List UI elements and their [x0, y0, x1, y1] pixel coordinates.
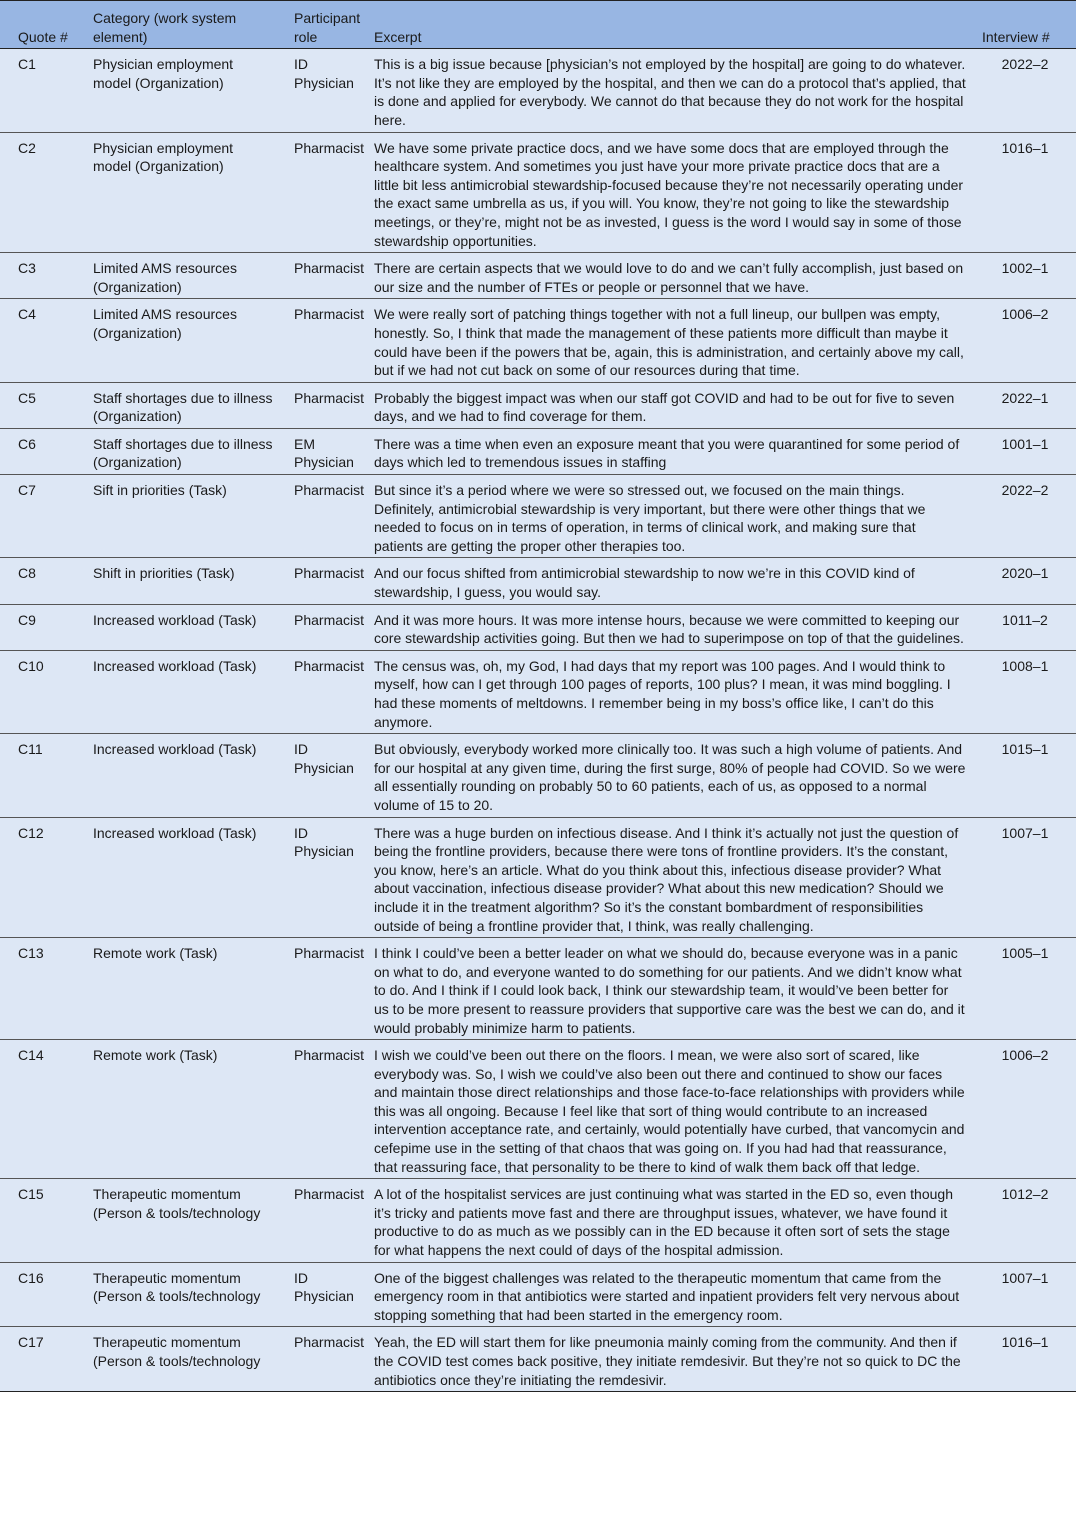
- header-category: Category (work system element): [75, 1, 276, 49]
- table-row: [0, 475, 1076, 558]
- cell-role: Pharmacist: [276, 1179, 365, 1262]
- cell-quote: C17: [0, 1327, 75, 1392]
- cell-role: Pharmacist: [276, 1327, 365, 1392]
- cell-category: Physician employment model (Organization): [75, 132, 276, 253]
- cell-quote: C5: [0, 382, 75, 428]
- cell-role: ID Physician: [276, 49, 365, 132]
- cell-excerpt: There was a huge burden on infectious disease. And I think it’s actually not just the question of being the frontline providers, because there were tons of frontline providers. It’s the constant, you know, here’s an article. What do you think about this, infectious disease provider? What about vaccination, infectious disease provider? What about this new medication? Should we include it in the treatment algorithm? So it’s the constant bombardment of responsibilities outside of being a frontline provider that, I think, was really challenging.: [365, 817, 976, 938]
- header-excerpt: Excerpt: [365, 1, 976, 49]
- cell-interview: 1007–1: [976, 1262, 1076, 1327]
- cell-category: Staff shortages due to illness (Organization): [75, 382, 276, 428]
- cell-interview: 1002–1: [976, 253, 1076, 299]
- cell-category: Limited AMS resources (Organization): [75, 253, 276, 299]
- cell-interview: 1016–1: [976, 132, 1076, 253]
- cell-interview: 1015–1: [976, 734, 1076, 817]
- cell-excerpt: We were really sort of patching things together with not a full lineup, our bullpen was empty, honestly. So, I think that made the management of these patients more difficult than maybe it could have been if the powers that be, again, this is administration, and certainly above my call, but if we had not cut back on some of our resources during that time.: [365, 299, 976, 382]
- cell-interview: 1016–1: [976, 1327, 1076, 1392]
- cell-quote: C7: [0, 475, 75, 558]
- cell-excerpt: And it was more hours. It was more intense hours, because we were committed to keeping our core stewardship activities going. But then we had to superimpose on top of that the guidelines.: [365, 604, 976, 650]
- cell-category: Remote work (Task): [75, 1040, 276, 1179]
- table-row: [0, 650, 1076, 733]
- cell-role: Pharmacist: [276, 938, 365, 1040]
- cell-excerpt: There are certain aspects that we would love to do and we can’t fully accomplish, just based on our size and the number of FTEs or people or personnel that we have.: [365, 253, 976, 299]
- cell-excerpt: There was a time when even an exposure meant that you were quarantined for some period of days which led to tremendous issues in staffing: [365, 428, 976, 474]
- cell-quote: C2: [0, 132, 75, 253]
- table-row: [0, 938, 1076, 1040]
- cell-role: ID Physician: [276, 734, 365, 817]
- cell-role: Pharmacist: [276, 475, 365, 558]
- table-body: [0, 49, 1076, 1392]
- header-quote: Quote #: [0, 1, 75, 49]
- table-row: [0, 299, 1076, 382]
- table-row: [0, 558, 1076, 604]
- cell-role: Pharmacist: [276, 558, 365, 604]
- table-row: [0, 253, 1076, 299]
- cell-role: Pharmacist: [276, 1040, 365, 1179]
- table-row: [0, 132, 1076, 253]
- cell-excerpt: This is a big issue because [physician’s not employed by the hospital] are going to do whatever. It’s not like they are employed by the hospital, and then we can do a protocol that’s applied, that is done and applied for everybody. We cannot do that because they do not work for the hospital here.: [365, 49, 976, 132]
- cell-category: Physician employment model (Organization): [75, 49, 276, 132]
- cell-role: ID Physician: [276, 1262, 365, 1327]
- cell-interview: 1008–1: [976, 650, 1076, 733]
- header-role: Participant role: [276, 1, 365, 49]
- cell-quote: C4: [0, 299, 75, 382]
- cell-excerpt: Yeah, the ED will start them for like pneumonia mainly coming from the community. And then if the COVID test comes back positive, they initiate remdesivir. But they’re not so quick to DC the antibiotics once they’re initiating the remdesivir.: [365, 1327, 976, 1392]
- cell-excerpt: The census was, oh, my God, I had days that my report was 100 pages. And I would think to myself, how can I get through 100 pages of reports, 100 plus? I mean, it was mind boggling. I had these moments of meltdowns. I remember being in my boss’s office like, I can’t do this anymore.: [365, 650, 976, 733]
- cell-category: Shift in priorities (Task): [75, 558, 276, 604]
- cell-quote: C1: [0, 49, 75, 132]
- table-row: [0, 49, 1076, 132]
- cell-interview: 1005–1: [976, 938, 1076, 1040]
- cell-category: Limited AMS resources (Organization): [75, 299, 276, 382]
- cell-quote: C12: [0, 817, 75, 938]
- cell-excerpt: One of the biggest challenges was related to the therapeutic momentum that came from the emergency room in that antibiotics were started and inpatient providers felt very nervous about stopping something that had been started in the emergency room.: [365, 1262, 976, 1327]
- cell-category: Increased workload (Task): [75, 817, 276, 938]
- cell-role: Pharmacist: [276, 132, 365, 253]
- table-row: [0, 604, 1076, 650]
- cell-role: Pharmacist: [276, 299, 365, 382]
- cell-excerpt: But since it’s a period where we were so stressed out, we focused on the main things. Definitely, antimicrobial stewardship is very important, but there were other things that we needed to focus on in terms of operation, in terms of clinical work, and making sure that patients are getting the proper other therapies too.: [365, 475, 976, 558]
- cell-excerpt: We have some private practice docs, and we have some docs that are employed through the healthcare system. And sometimes you just have your more private practice docs that are a little bit less antimicrobial stewardship-focused because they’re not necessarily operating under the exact same umbrella as us, if you will. You know, they’re not going to like the stewardship meetings, or they’re, might not be as invested, I guess is the word I would say in some of those stewardship opportunities.: [365, 132, 976, 253]
- table-row: [0, 428, 1076, 474]
- table-row: [0, 734, 1076, 817]
- cell-role: Pharmacist: [276, 650, 365, 733]
- cell-interview: 2022–1: [976, 382, 1076, 428]
- cell-interview: 2020–1: [976, 558, 1076, 604]
- cell-interview: 1001–1: [976, 428, 1076, 474]
- table-row: [0, 1179, 1076, 1262]
- cell-excerpt: I wish we could’ve been out there on the floors. I mean, we were also sort of scared, like everybody was. So, I wish we could’ve also been out there and continued to show our faces and maintain those direct relationships and those face-to-face relationships with providers while this was all ongoing. Because I feel like that sort of thing would contribute to an increased intervention acceptance rate, and certainly, would potentially have curbed, that vancomycin and cefepime use in the setting of that chaos that was going on. If you had had that reassurance, that reassuring face, that personality to be there to kind of walk them back off that ledge.: [365, 1040, 976, 1179]
- cell-quote: C6: [0, 428, 75, 474]
- cell-quote: C14: [0, 1040, 75, 1179]
- cell-quote: C11: [0, 734, 75, 817]
- cell-interview: 1007–1: [976, 817, 1076, 938]
- cell-interview: 1011–2: [976, 604, 1076, 650]
- cell-role: Pharmacist: [276, 253, 365, 299]
- cell-quote: C15: [0, 1179, 75, 1262]
- table-row: [0, 1262, 1076, 1327]
- cell-role: Pharmacist: [276, 604, 365, 650]
- cell-interview: 2022–2: [976, 49, 1076, 132]
- table-row: [0, 1327, 1076, 1392]
- cell-excerpt: But obviously, everybody worked more clinically too. It was such a high volume of patients. And for our hospital at any given time, during the first surge, 80% of people had COVID. So we were all essentially rounding on probably 50 to 60 patients, each of us, as opposed to a normal volume of 15 to 20.: [365, 734, 976, 817]
- header-row: [0, 1, 1076, 49]
- cell-category: Therapeutic momentum (Person & tools/technology: [75, 1327, 276, 1392]
- table-row: [0, 817, 1076, 938]
- cell-quote: C3: [0, 253, 75, 299]
- cell-category: Sift in priorities (Task): [75, 475, 276, 558]
- cell-excerpt: And our focus shifted from antimicrobial stewardship to now we’re in this COVID kind of stewardship, I guess, you would say.: [365, 558, 976, 604]
- cell-quote: C16: [0, 1262, 75, 1327]
- cell-quote: C13: [0, 938, 75, 1040]
- cell-interview: 2022–2: [976, 475, 1076, 558]
- cell-excerpt: A lot of the hospitalist services are just continuing what was started in the ED so, even though it’s tricky and patients move fast and there are throughput issues, whatever, we have found it productive to do as much as we possibly can in the ED because it often sort of sets the stage for what happens the next could of days of the hospital admission.: [365, 1179, 976, 1262]
- cell-quote: C10: [0, 650, 75, 733]
- cell-interview: 1006–2: [976, 1040, 1076, 1179]
- cell-category: Increased workload (Task): [75, 604, 276, 650]
- cell-category: Therapeutic momentum (Person & tools/technology: [75, 1262, 276, 1327]
- cell-role: Pharmacist: [276, 382, 365, 428]
- cell-category: Increased workload (Task): [75, 650, 276, 733]
- table-header: [0, 1, 1076, 49]
- table-row: [0, 1040, 1076, 1179]
- header-interview: Interview #: [976, 1, 1076, 49]
- cell-excerpt: I think I could’ve been a better leader on what we should do, because everyone was in a panic on what to do, and everyone wanted to do something for our patients. And we didn’t know what to do. And I think if I could look back, I think our stewardship team, it would’ve been better for us to be more present to reassure providers that supportive care was the best we can do, and it would probably minimize harm to patients.: [365, 938, 976, 1040]
- cell-category: Remote work (Task): [75, 938, 276, 1040]
- cell-category: Therapeutic momentum (Person & tools/technology: [75, 1179, 276, 1262]
- cell-quote: C8: [0, 558, 75, 604]
- cell-category: Increased workload (Task): [75, 734, 276, 817]
- cell-quote: C9: [0, 604, 75, 650]
- cell-role: EM Physician: [276, 428, 365, 474]
- cell-interview: 1006–2: [976, 299, 1076, 382]
- cell-role: ID Physician: [276, 817, 365, 938]
- cell-excerpt: Probably the biggest impact was when our staff got COVID and had to be out for five to seven days, and we had to find coverage for them.: [365, 382, 976, 428]
- cell-category: Staff shortages due to illness (Organization): [75, 428, 276, 474]
- table-row: [0, 382, 1076, 428]
- cell-interview: 1012–2: [976, 1179, 1076, 1262]
